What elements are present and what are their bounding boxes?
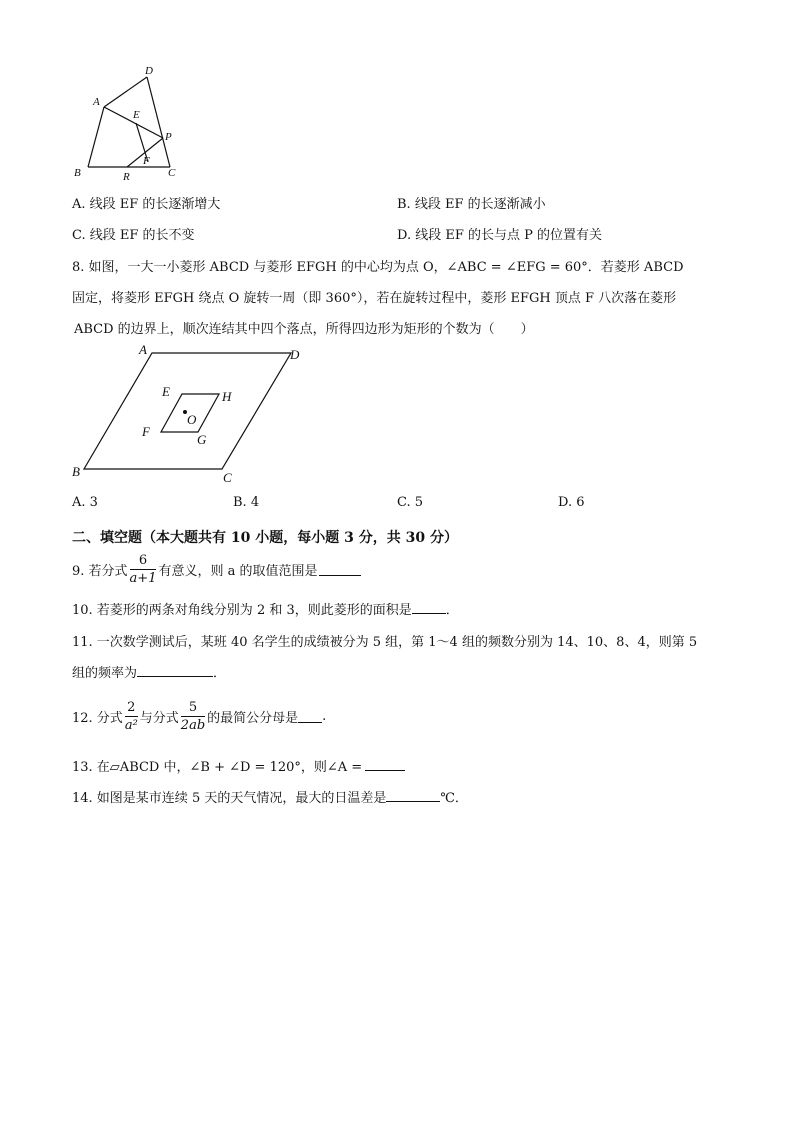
q12-denominator-2: 2ab bbox=[180, 717, 206, 733]
q8-option-d: D. 6 bbox=[558, 495, 585, 510]
point-label-C: C bbox=[168, 167, 176, 179]
q9-prefix: 9. 若分式 bbox=[72, 563, 128, 579]
q12-fraction-2 bbox=[181, 701, 205, 732]
q14-answer-blank[interactable] bbox=[386, 789, 440, 802]
q12-end: . bbox=[322, 708, 327, 724]
q8-option-b: B. 4 bbox=[233, 495, 260, 510]
q14-unit: ℃． bbox=[440, 791, 468, 806]
point-label-F: F bbox=[142, 424, 150, 439]
q9-suffix: 有意义，则 a 的取值范围是 bbox=[158, 563, 318, 579]
point-label-F: F bbox=[143, 155, 150, 167]
q12-answer-blank[interactable] bbox=[298, 710, 322, 723]
q8-text-line2: 固定，将菱形 EFGH 绕点 O 旋转一周（即 360°），若在旋转过程中，菱形 EFGH 顶点 F 八次落在菱形 bbox=[72, 291, 677, 306]
q10-text: 10. 若菱形的两条对角线分别为 2 和 3，则此菱形的面积是 bbox=[72, 603, 412, 618]
point-label-O: O bbox=[187, 412, 197, 427]
question-11-line2 bbox=[72, 662, 226, 681]
q8-text-line1: 8. 如图，一大一小菱形 ABCD 与菱形 EFGH 的中心均为点 O，∠ABC = ∠EFG = 60°．若菱形 ABCD bbox=[72, 260, 684, 275]
question-14 bbox=[72, 787, 468, 806]
q7-option-b: B. 线段 EF 的长逐渐减小 bbox=[397, 197, 546, 212]
q9-fraction bbox=[130, 554, 157, 585]
point-label-D: D bbox=[145, 65, 153, 77]
point-label-A: A bbox=[93, 96, 100, 108]
point-label-B: B bbox=[74, 167, 81, 179]
point-label-B: B bbox=[72, 464, 80, 479]
question-9 bbox=[72, 549, 361, 589]
q12-numerator-2: 5 bbox=[181, 701, 205, 717]
question-10 bbox=[72, 599, 459, 618]
q12-mid: 与分式 bbox=[139, 710, 179, 726]
q9-answer-blank[interactable] bbox=[319, 563, 361, 576]
q9-denominator: a+1 bbox=[129, 570, 157, 586]
q7-option-c: C. 线段 EF 的长不变 bbox=[72, 228, 195, 243]
question-13 bbox=[72, 756, 405, 775]
q12-suffix: 的最简公分母是 bbox=[207, 710, 299, 726]
point-label-P: P bbox=[165, 131, 172, 143]
section-heading: 二、填空题（本大题共有 10 小题，每小题 3 分，共 30 分） bbox=[72, 530, 458, 546]
figure-q8 bbox=[66, 340, 316, 488]
point-label-E: E bbox=[162, 384, 170, 399]
q11-text-line1: 11. 一次数学测试后，某班 40 名学生的成绩被分为 5 组，第 1～4 组的频数分别为 14、10、8、4，则第 5 bbox=[72, 635, 698, 650]
point-label-E: E bbox=[133, 109, 140, 121]
q11-answer-blank[interactable] bbox=[137, 664, 213, 677]
q13-answer-blank[interactable] bbox=[365, 758, 405, 771]
point-label-G: G bbox=[197, 432, 207, 447]
point-label-R: R bbox=[123, 171, 130, 183]
q10-end: ． bbox=[445, 603, 459, 618]
q8-text-line3: ABCD 的边界上，顺次连结其中四个落点，所得四边形为矩形的个数为（ ） bbox=[74, 322, 534, 337]
q8-option-c: C. 5 bbox=[397, 495, 424, 510]
q11-end: ． bbox=[213, 666, 227, 681]
q8-option-a: A. 3 bbox=[72, 495, 98, 510]
q13-text: 13. 在▱ABCD 中，∠B + ∠D = 120°，则∠A = bbox=[72, 760, 363, 775]
q14-text: 14. 如图是某市连续 5 天的天气情况，最大的日温差是 bbox=[72, 791, 387, 806]
figure-q7 bbox=[70, 62, 190, 184]
q11-text-line2: 组的频率为 bbox=[72, 666, 138, 681]
q9-numerator: 6 bbox=[130, 554, 157, 570]
q12-denominator-1: a² bbox=[124, 717, 138, 733]
q10-answer-blank[interactable] bbox=[412, 601, 446, 614]
q12-numerator-1: 2 bbox=[125, 701, 138, 717]
q7-option-d: D. 线段 EF 的长与点 P 的位置有关 bbox=[397, 228, 603, 243]
q7-option-a: A. 线段 EF 的长逐渐增大 bbox=[72, 197, 221, 212]
q12-prefix: 12. 分式 bbox=[72, 710, 123, 726]
question-12 bbox=[72, 695, 326, 737]
point-label-H: H bbox=[222, 389, 232, 404]
q12-fraction-1 bbox=[125, 701, 138, 732]
point-label-C: C bbox=[223, 470, 232, 485]
point-label-D: D bbox=[290, 347, 300, 362]
point-label-A: A bbox=[139, 342, 147, 357]
